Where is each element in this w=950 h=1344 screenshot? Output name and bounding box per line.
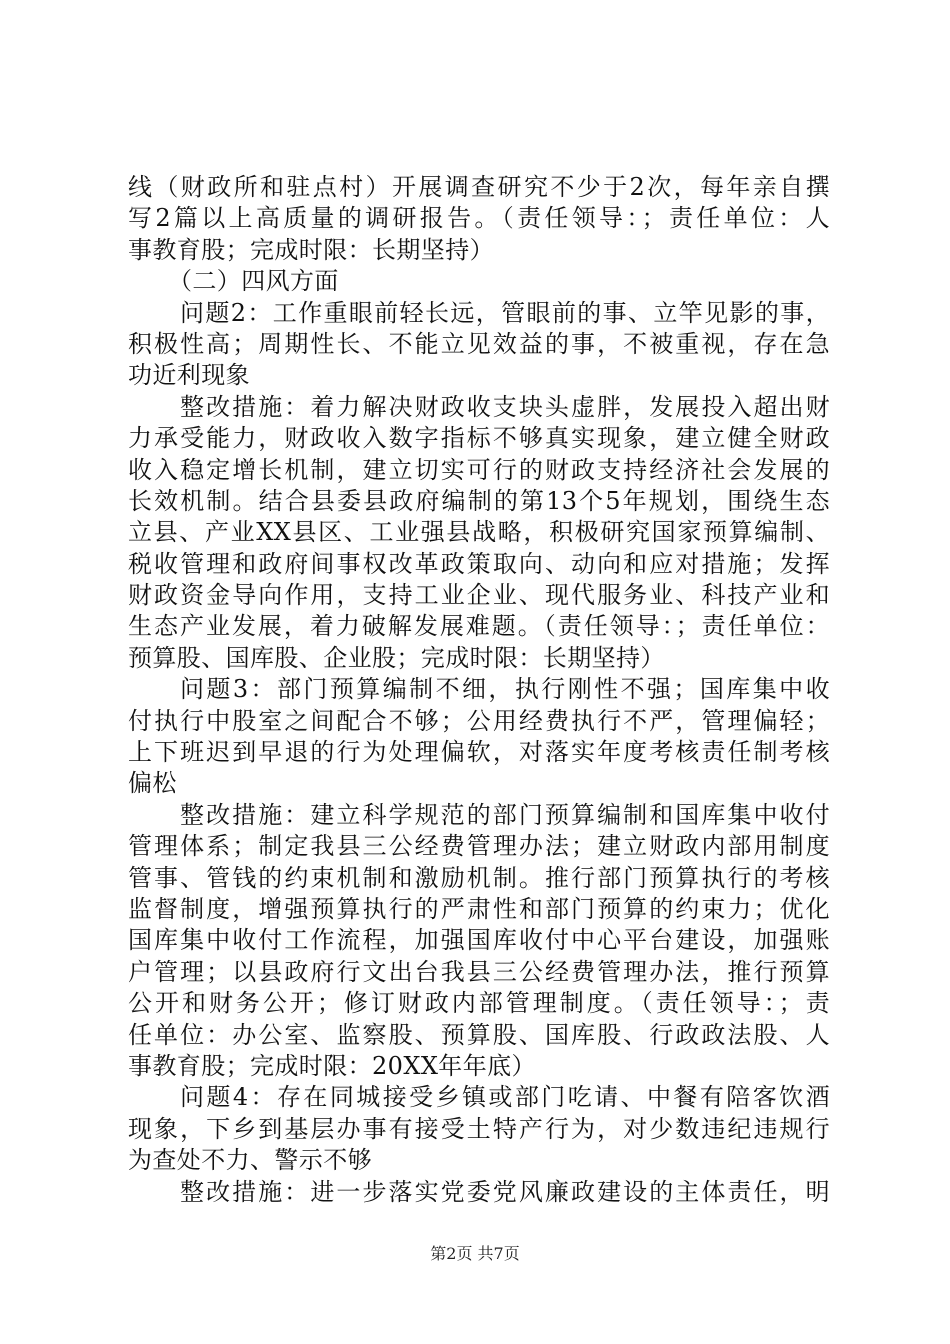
text-line: 整改措施：建立科学规范的部门预算编制和国库集中收付 <box>180 800 830 829</box>
text-line: 整改措施：着力解决财政收支块头虚胖，发展投入超出财 <box>180 392 830 421</box>
page-number-footer: 第2页 共7页 <box>430 1244 520 1263</box>
text-line: 管理体系；制定我县三公经费管理办法；建立财政内部用制度 <box>128 832 830 861</box>
text-line: 问题3：部门预算编制不细，执行刚性不强；国库集中收 <box>180 675 830 704</box>
text-line: 管事、管钱的约束机制和激励机制。推行部门预算执行的考核 <box>128 863 830 892</box>
text-line: 上下班迟到早退的行为处理偏软，对落实年度考核责任制考核 <box>128 738 830 767</box>
document-body <box>128 172 830 1208</box>
text-line: 事教育股；完成时限：长期坚持） <box>128 235 494 264</box>
text-line: 线（财政所和驻点村）开展调查研究不少于2次，每年亲自撰 <box>128 173 830 201</box>
text-line: 写2篇以上高质量的调研报告。（责任领导：；责任单位：人 <box>128 204 830 233</box>
text-line: 国库集中收付工作流程，加强国库收付中心平台建设，加强账 <box>128 926 830 955</box>
text-line: 任单位：办公室、监察股、预算股、国库股、行政政法股、人 <box>128 1020 830 1049</box>
text-line: 积极性高；周期性长、不能立见效益的事，不被重视，存在急 <box>128 329 830 358</box>
text-line: 立县、产业XX县区、工业强县战略，积极研究国家预算编制、 <box>128 518 830 547</box>
text-line: 事教育股；完成时限：20XX年年底） <box>128 1051 536 1080</box>
text-line: 生态产业发展，着力破解发展难题。（责任领导：；责任单位： <box>128 612 830 641</box>
text-line: 税收管理和政府间事权改革政策取向、动向和应对措施；发挥 <box>128 549 830 578</box>
text-line: 收入稳定增长机制，建立切实可行的财政支持经济社会发展的 <box>128 455 830 484</box>
section-heading: （二）四风方面 <box>168 267 339 296</box>
text-line: 问题4：存在同城接受乡镇或部门吃请、中餐有陪客饮酒 <box>180 1083 830 1112</box>
text-line: 监督制度，增强预算执行的严肃性和部门预算的约束力；优化 <box>128 894 830 923</box>
text-line: 功近利现象 <box>128 361 250 390</box>
text-line: 为查处不力、警示不够 <box>128 1146 372 1175</box>
text-line: 财政资金导向作用，支持工业企业、现代服务业、科技产业和 <box>128 581 830 610</box>
text-line: 户管理；以县政府行文出台我县三公经费管理办法，推行预算 <box>128 957 830 986</box>
text-line: 整改措施：进一步落实党委党风廉政建设的主体责任，明 <box>180 1177 830 1206</box>
text-line: 公开和财务公开；修订财政内部管理制度。（责任领导：；责 <box>128 989 830 1018</box>
text-line: 偏松 <box>128 769 177 798</box>
text-line: 力承受能力，财政收入数字指标不够真实现象，建立健全财政 <box>128 424 830 453</box>
text-line: 付执行中股室之间配合不够；公用经费执行不严，管理偏轻； <box>128 706 830 735</box>
text-line: 长效机制。结合县委县政府编制的第13个5年规划，围绕生态 <box>128 486 830 515</box>
text-line: 现象，下乡到基层办事有接受土特产行为，对少数违纪违规行 <box>128 1114 830 1143</box>
text-line: 问题2：工作重眼前轻长远，管眼前的事、立竿见影的事， <box>180 298 830 327</box>
text-line: 预算股、国库股、企业股；完成时限：长期坚持） <box>128 643 665 672</box>
